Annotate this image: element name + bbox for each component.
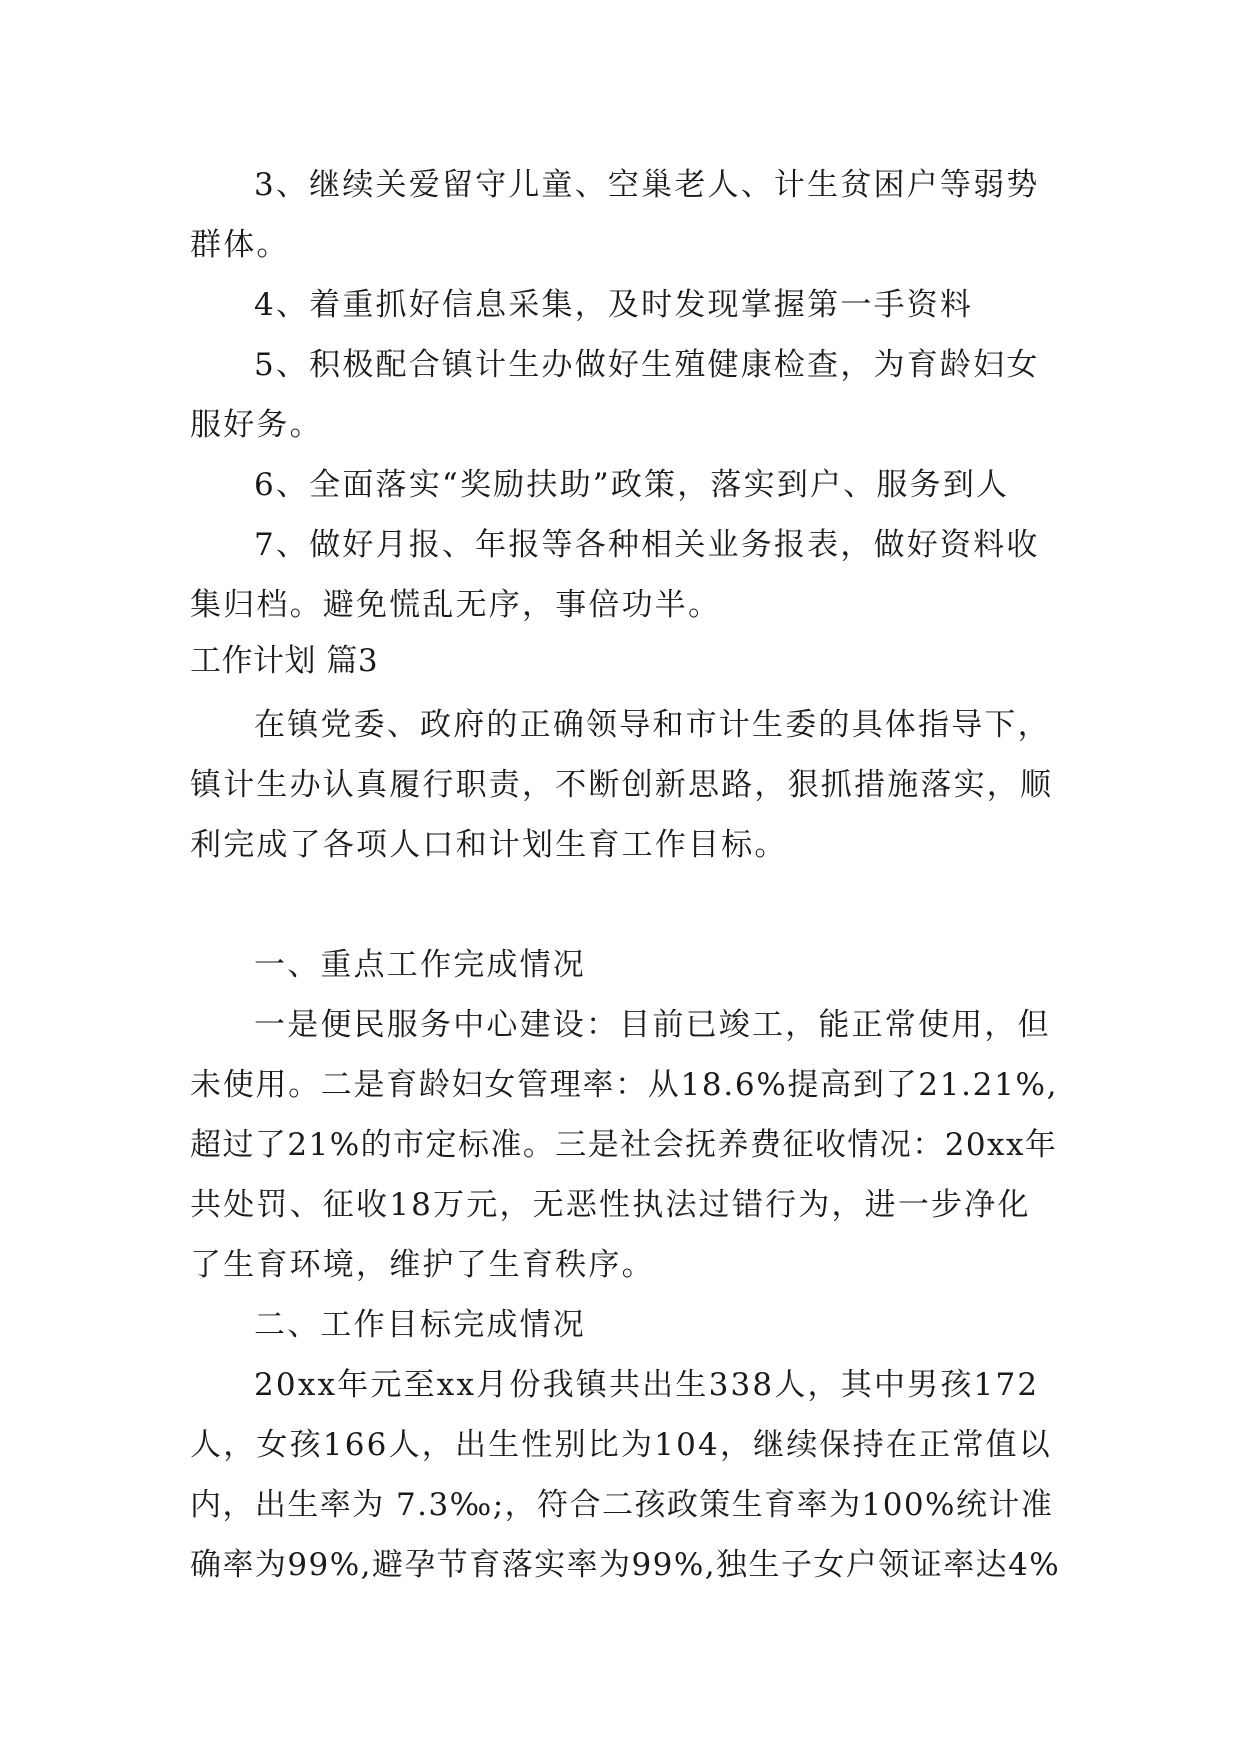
paragraph-line-intro: 在镇党委、政府的正确领导和市计生委的具体指导下， [254, 707, 1051, 743]
paragraph-line-item-5: 5、积极配合镇计生办做好生殖健康检查，为育龄妇女 [254, 347, 1040, 383]
paragraph-line: 共处罚、征收18万元，无恶性执法过错行为，进一步净化 [190, 1187, 1031, 1223]
paragraph-line: 镇计生办认真履行职责，不断创新思路，狠抓措施落实，顺 [190, 767, 1054, 803]
paragraph-line: 人，女孩166人，出生性别比为104，继续保持在正常值以 [190, 1427, 1052, 1463]
paragraph-line-item-4: 4、着重抓好信息采集，及时发现掌握第一手资料 [254, 287, 974, 323]
paragraph-line: 超过了21%的市定标准。三是社会抚养费征收情况：20xx年 [190, 1127, 1058, 1163]
paragraph-line: 群体。 [190, 227, 290, 263]
paragraph-line-item-7: 7、做好月报、年报等各种相关业务报表，做好资料收 [254, 527, 1040, 563]
subheading-targets: 二、工作目标完成情况 [254, 1307, 586, 1343]
paragraph-line: 一是便民服务中心建设：目前已竣工，能正常使用，但 [254, 1007, 1051, 1043]
paragraph-line: 了生育环境，维护了生育秩序。 [190, 1247, 655, 1283]
paragraph-line: 内，出生率为 7.3‰;，符合二孩政策生育率为100%统计准 [190, 1487, 1054, 1523]
paragraph-line-item-6: 6、全面落实“奖励扶助”政策，落实到户、服务到人 [254, 467, 1010, 503]
section-title: 工作计划 篇3 [190, 643, 379, 679]
paragraph-line: 20xx年元至xx月份我镇共出生338人，其中男孩172 [254, 1367, 1040, 1403]
paragraph-line: 集归档。避免慌乱无序，事倍功半。 [190, 587, 722, 623]
paragraph-line: 确率为99%,避孕节育落实率为99%,独生子女户领证率达4% [190, 1547, 1061, 1583]
subheading-key-work: 一、重点工作完成情况 [254, 947, 586, 983]
paragraph-line: 利完成了各项人口和计划生育工作目标。 [190, 827, 788, 863]
paragraph-line: 未使用。二是育龄妇女管理率：从18.6%提高到了21.21%, [190, 1067, 1059, 1103]
paragraph-line: 服好务。 [190, 407, 323, 443]
paragraph-line-item-3: 3、继续关爱留守儿童、空巢老人、计生贫困户等弱势 [254, 167, 1040, 203]
